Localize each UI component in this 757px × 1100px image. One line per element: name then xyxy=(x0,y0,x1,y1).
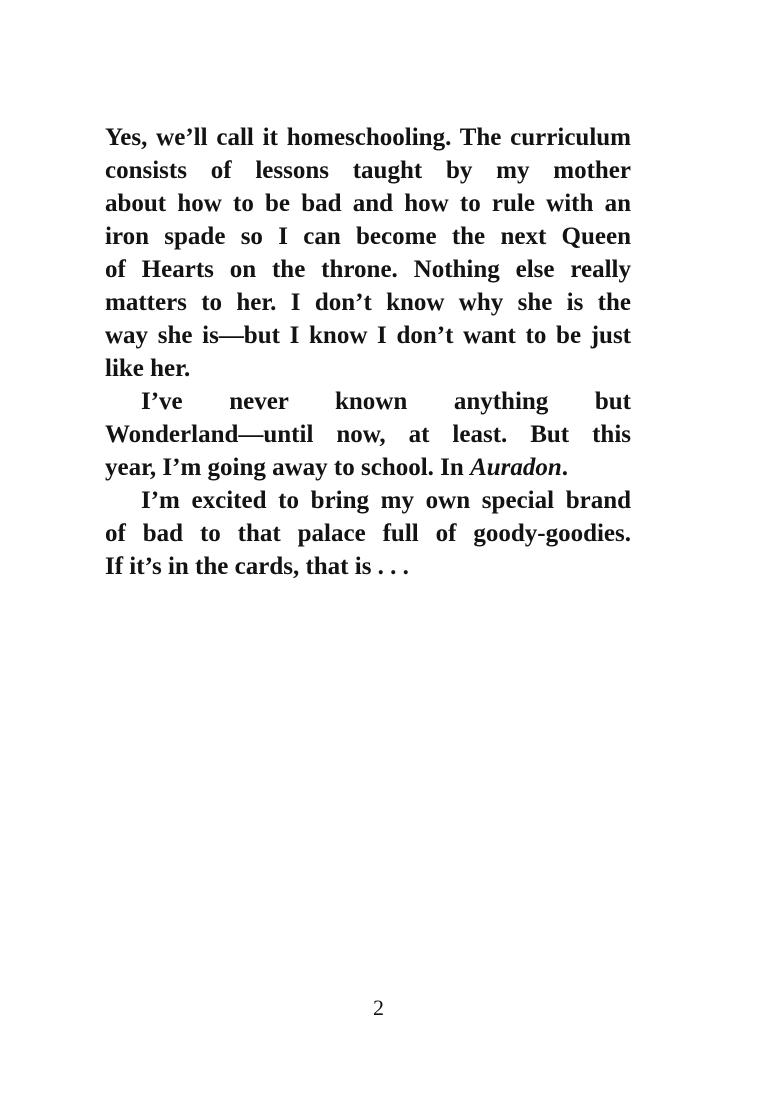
text-line: of bad to that palace full of goody-goodies. xyxy=(105,520,631,547)
text-run: year, I’m going away to school. In xyxy=(105,454,471,481)
text-line-paragraph-end: If it’s in the cards, that is . . . xyxy=(105,553,409,580)
page-number: 2 xyxy=(373,995,384,1020)
text-line: of Hearts on the throne. Nothing else really xyxy=(105,256,631,283)
text-line: matters to her. I don’t know why she is the xyxy=(105,289,631,316)
text-line: way she is—but I know I don’t want to be just xyxy=(105,322,631,349)
text-line: Wonderland—until now, at least. But this xyxy=(105,421,631,448)
paragraph-3 xyxy=(105,484,631,583)
text-line: about how to be bad and how to rule with an xyxy=(105,190,631,217)
text-line: iron spade so I can become the next Queen xyxy=(105,223,631,250)
body-text xyxy=(105,121,631,583)
paragraph-2 xyxy=(105,385,631,484)
text-line: I’m excited to bring my own special brand xyxy=(141,487,631,514)
text-line-paragraph-end: like her. xyxy=(105,355,191,382)
text-run: . xyxy=(561,454,569,481)
text-line: consists of lessons taught by my mother xyxy=(105,157,631,184)
text-line: Yes, we’ll call it homeschooling. The curriculum xyxy=(105,124,631,151)
text-line: I’ve never known anything but xyxy=(141,388,631,415)
text-line-paragraph-end xyxy=(105,451,631,484)
paragraph-1 xyxy=(105,121,631,385)
italic-word: Auradon xyxy=(470,454,562,481)
